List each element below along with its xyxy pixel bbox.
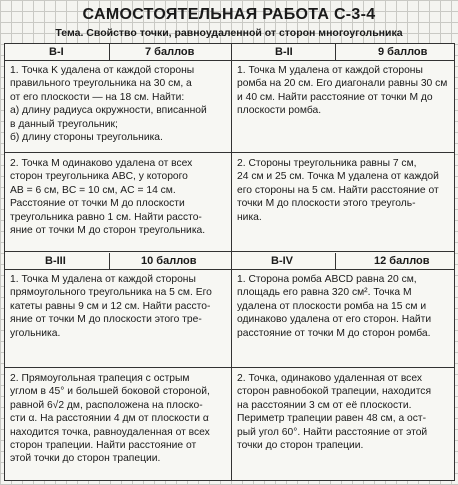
task-cell: 1. Точка K удалена от каждой стороны правильного треугольника на 30 см, а от его плоскости — на 18 см. Найти: а) длину радиуса окружности, вписанной в данный треугольник; б) длину стороны треугольника. (5, 61, 231, 153)
task-cell: 2. Прямоугольная трапеция с острым углом в 45° и большей боковой стороной, равной 6√2 дм, расположена на плоско- сти α. На расстоянии 4 дм от плоскости α находится точка, равноудаленная от всех сторон трапеции. Найти расстояние от этой точки до сторон трапеции. (10, 373, 210, 465)
variant-label-3: В-III (45, 255, 66, 267)
variant-label-4: В-IV (271, 255, 293, 267)
variant-label-1: В-I (49, 46, 64, 58)
page-title: САМОСТОЯТЕЛЬНАЯ РАБОТА С-3-4 (82, 6, 376, 23)
task-cell: 1. Сторона ромба ABCD равна 20 см, площадь его равна 320 см². Точка M удалена от плоскости ромба на 15 см и одинаково удалена от его сторон. Найти расстояние от точки M до сторон ромба. (232, 270, 454, 368)
variant-header-row (5, 44, 454, 61)
variant-label-2: В-II (275, 46, 293, 58)
variant-points-4: 12 баллов (374, 255, 430, 267)
task-cell: 1. Точка M удалена от каждой стороны ромба на 20 см. Его диагонали равны 30 см и 40 см. Найти расстояние от точки M до плоскости ромба. (232, 61, 454, 153)
work-sheet (4, 43, 455, 481)
variant-header-row (5, 253, 454, 270)
variant-points-1: 7 баллов (145, 46, 195, 58)
task-cell: 2. Стороны треугольника равны 7 см, 24 см и 25 см. Точка M удалена от каждой его стороны на 5 см. Найти расстояние от точки M до плоскости этого треуголь- ника. (232, 154, 454, 252)
page-subtitle: Тема. Свойство точки, равноудаленной от сторон многоугольника (55, 27, 403, 39)
task-cell: 2. Точка, одинаково удаленная от всех сторон равнобокой трапеции, находится на расстоянии 3 см от её плоскости. Периметр трапеции равен 48 см, а ост- рый угол 60°. Найти расстояние от этой точки до сторон трапеции. (237, 373, 432, 452)
task-cell: 1. Точка M удалена от каждой стороны прямоугольного треугольника на 5 см. Его катеты равны 9 см и 12 см. Найти рассто- яние от точки M до плоскости этого тре- угольника. (5, 270, 231, 368)
variant-points-3: 10 баллов (141, 255, 197, 267)
task-cell: 2. Точка M одинаково удалена от всех сторон треугольника ABC, у которого AB = 6 см, BC = 10 см, AC = 14 см. Расстояние от точки M до плоскости треугольника равно 1 см. Найти рассто- яние от точки M до сторон треугольника. (5, 154, 231, 252)
variant-points-2: 9 баллов (378, 46, 428, 58)
